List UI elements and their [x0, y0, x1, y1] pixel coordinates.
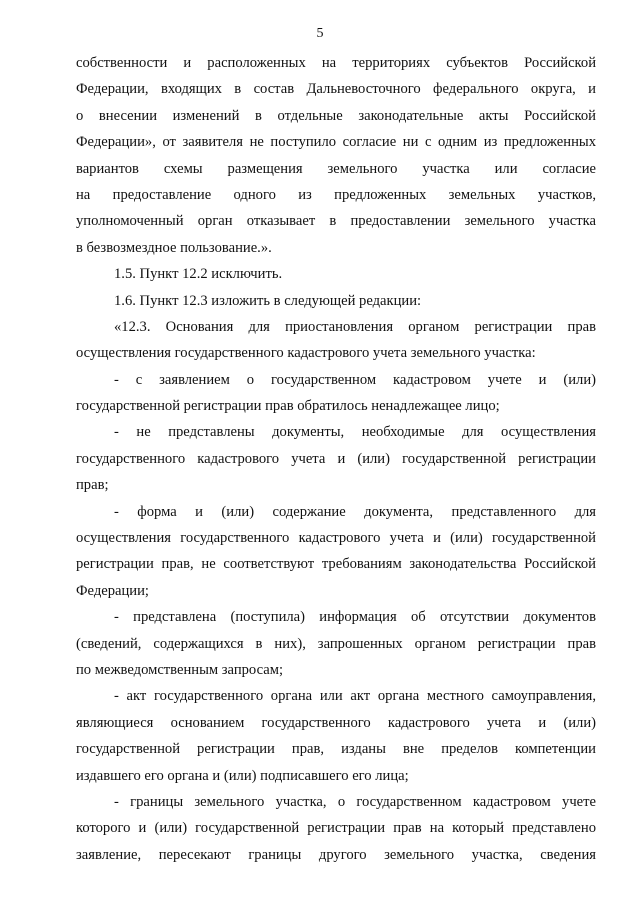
text-line: - границы земельного участка, о государственном кадастровом учете	[114, 793, 596, 810]
text-line: Федерации», от заявителя не поступило согласие ни с одним из предложенных	[76, 134, 596, 151]
page-number: 5	[316, 26, 324, 41]
paragraph	[76, 367, 596, 420]
text-line: - не представлены документы, необходимые для осуществления	[114, 424, 596, 441]
paragraph	[76, 499, 596, 605]
text-line: в безвозмездное пользование.».	[76, 239, 272, 256]
paragraph	[76, 314, 596, 367]
text-line: государственной регистрации прав обратилось ненадлежащее лицо;	[76, 398, 500, 415]
text-line: заявление, пересекают границы другого земельного участка, сведения	[76, 846, 596, 863]
text-line: являющиеся основанием государственного кадастрового учета и (или)	[76, 714, 596, 731]
text-line: прав;	[76, 477, 109, 494]
text-line: - форма и (или) содержание документа, представленного для	[114, 503, 596, 520]
paragraph	[76, 50, 596, 261]
text-line: осуществления государственного кадастрового учета земельного участка:	[76, 345, 536, 362]
text-line: Федерации;	[76, 582, 149, 599]
text-line: - представлена (поступила) информация об отсутствии документов	[114, 609, 596, 626]
paragraph	[76, 419, 596, 498]
text-line: издавшего его органа и (или) подписавшего его лица;	[76, 767, 409, 784]
text-line: государственного кадастрового учета и (или) государственной регистрации	[76, 450, 596, 467]
text-line: «12.3. Основания для приостановления органом регистрации прав	[114, 318, 596, 335]
paragraph	[76, 789, 596, 868]
paragraph	[76, 604, 596, 683]
text-line: уполномоченный орган отказывает в предоставлении земельного участка	[76, 213, 596, 230]
paragraph	[76, 683, 596, 789]
paragraph	[76, 261, 596, 287]
text-line: Федерации, входящих в состав Дальневосточного федерального округа, и	[76, 81, 596, 98]
text-line: - акт государственного органа или акт органа местного самоуправления,	[114, 688, 596, 705]
text-line: - с заявлением о государственном кадастровом учете и (или)	[114, 371, 596, 388]
text-line: на предоставление одного из предложенных земельных участков,	[76, 186, 596, 203]
text-line: регистрации прав, не соответствуют требованиям законодательства Российской	[76, 556, 596, 573]
paragraph	[76, 288, 596, 314]
text-line: вариантов схемы размещения земельного участка или согласие	[76, 160, 596, 177]
text-line: осуществления государственного кадастрового учета и (или) государственной	[76, 530, 596, 547]
text-line: 1.5. Пункт 12.2 исключить.	[114, 266, 283, 283]
text-line: 1.6. Пункт 12.3 изложить в следующей редакции:	[114, 292, 422, 309]
text-line: собственности и расположенных на территориях субъектов Российской	[76, 55, 596, 71]
text-line: по межведомственным запросам;	[76, 661, 284, 678]
text-line: государственной регистрации прав, изданы вне пределов компетенции	[76, 741, 596, 758]
document-body	[76, 50, 596, 868]
text-line: о внесении изменений в отдельные законодательные акты Российской	[76, 107, 596, 124]
text-line: которого и (или) государственной регистрации прав на который представлено	[76, 820, 596, 837]
text-line: (сведений, содержащихся в них), запрошенных органом регистрации прав	[76, 635, 596, 652]
